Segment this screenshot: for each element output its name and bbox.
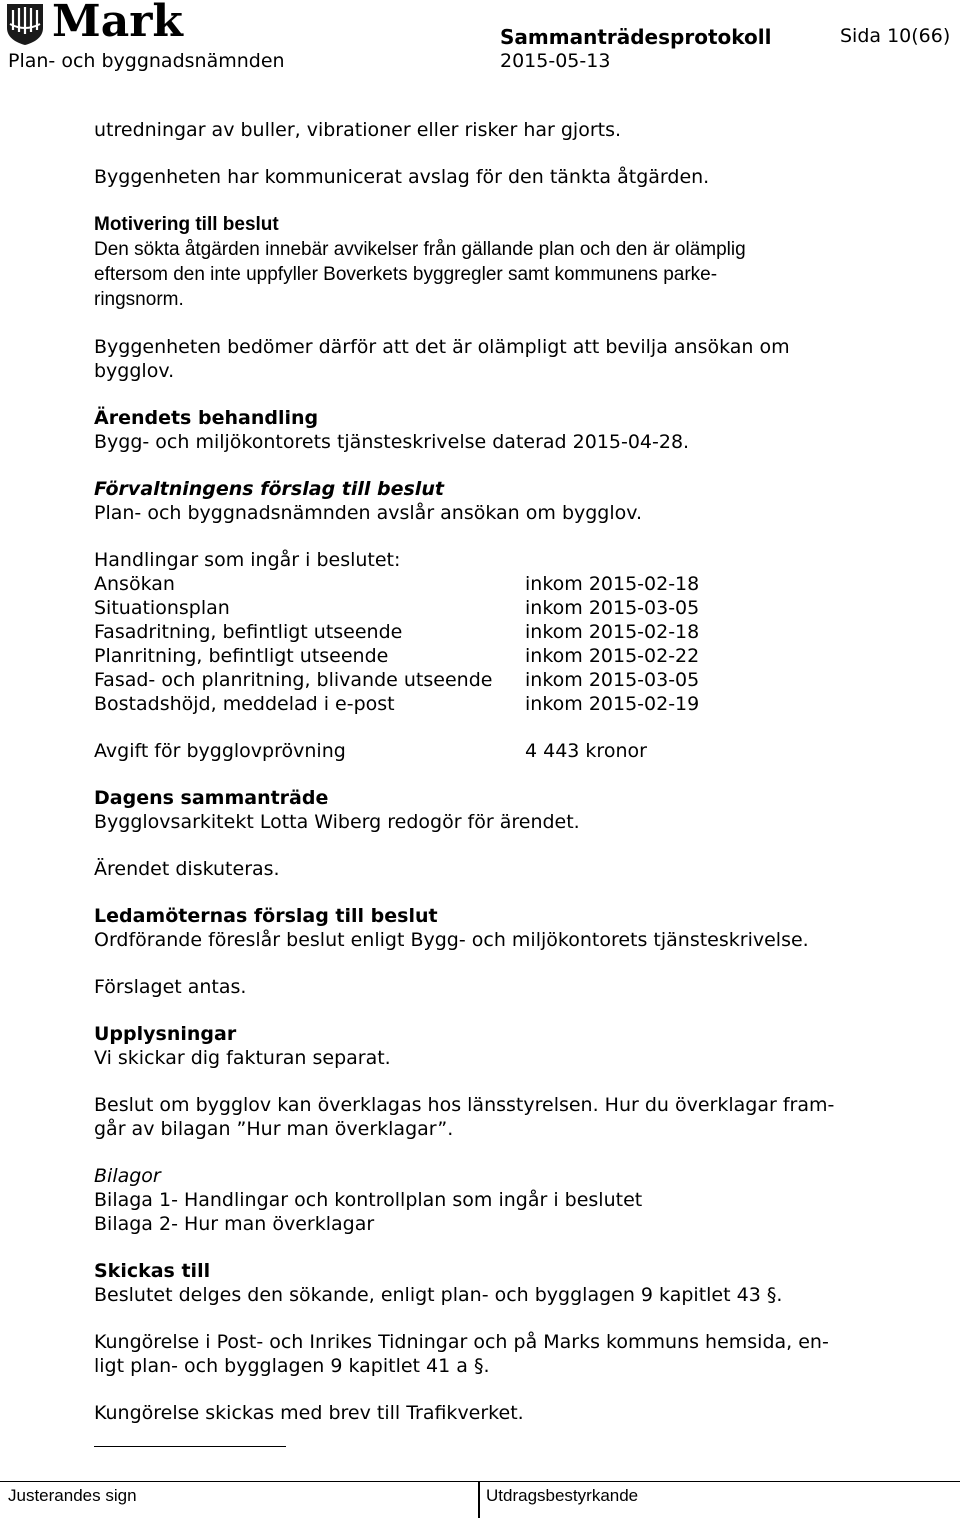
bedomning-paragraph [94,335,884,383]
document-date: inkom 2015-02-18 [525,573,700,595]
section-heading: Bilagor [94,1165,161,1187]
organization-name: Plan- och byggnadsnämnden [8,50,285,72]
municipality-crest-icon [5,2,45,46]
section-heading: Dagens sammanträde [94,787,329,809]
section-heading: Motivering till beslut [94,214,279,235]
footer-column-divider [478,1482,480,1518]
document-name: Situationsplan [94,597,230,619]
text-line: Beslut om bygglov kan överklagas hos länsstyrelsen. Hur du överklagar fram- [94,1094,835,1116]
fee-value: 4 443 kronor [525,740,647,762]
section-heading: Ledamöternas förslag till beslut [94,905,438,927]
paragraph: Förslaget antas. [94,976,247,998]
logo-text: Mark [52,0,183,47]
meeting-date: 2015-05-13 [500,50,611,72]
protocol-body [94,118,884,1448]
section-heading: Förvaltningens förslag till beslut [94,478,444,500]
text-line: Den sökta åtgärden innebär avvikelser från gällande plan och den är olämplig [94,239,746,260]
document-date: inkom 2015-02-18 [525,621,700,643]
text-line: Vi skickar dig fakturan separat. [94,1047,391,1069]
list-item [94,620,884,644]
footer-divider [0,1481,960,1482]
paragraph: Byggenheten har kommunicerat avslag för den tänkta åtgärden. [94,166,710,188]
page-number: Sida 10(66) [840,25,951,47]
section-heading: Ärendets behandling [94,407,319,429]
document-date: inkom 2015-03-05 [525,597,700,619]
document-name: Fasad- och planritning, blivande utseende [94,669,493,691]
attachment-item: Bilaga 2- Hur man överklagar [94,1213,375,1235]
list-item [94,572,884,596]
upplysningar-section [94,1022,884,1070]
section-heading: Skickas till [94,1260,211,1282]
text-line: Beslutet delges den sökande, enligt plan- och bygglagen 9 kapitlet 43 §. [94,1284,783,1306]
list-item [94,668,884,692]
list-heading: Handlingar som ingår i beslutet: [94,549,401,571]
utdragsbestyrkande-label: Utdragsbestyrkande [486,1486,639,1505]
motivering-section [94,212,884,312]
bilagor-section [94,1164,884,1236]
text-line: Kungörelse i Post- och Inrikes Tidningar och på Marks kommuns hemsida, en- [94,1331,829,1353]
section-heading: Upplysningar [94,1023,237,1045]
dagens-section [94,786,884,834]
kungorelse-paragraph [94,1330,884,1378]
document-date: inkom 2015-02-22 [525,645,700,667]
justerandes-sign-label: Justerandes sign [8,1486,137,1505]
document-name: Ansökan [94,573,175,595]
list-item [94,644,884,668]
signature-rule [94,1446,286,1447]
fee-label: Avgift för bygglovprövning [94,740,346,762]
ledamoter-section [94,904,884,952]
skickas-section [94,1259,884,1307]
text-line: Plan- och byggnadsnämnden avslår ansökan om bygglov. [94,502,643,524]
overklaga-paragraph [94,1093,884,1141]
paragraph: utredningar av buller, vibrationer eller risker har gjorts. [94,119,622,141]
document-name: Bostadshöjd, meddelad i e-post [94,693,395,715]
paragraph: Ärendet diskuteras. [94,858,280,880]
document-name: Fasadritning, befintligt utseende [94,621,403,643]
document-type: Sammanträdesprotokoll [500,25,772,49]
text-line: Bygglovsarkitekt Lotta Wiberg redogör för ärendet. [94,811,580,833]
attachment-item: Bilaga 1- Handlingar och kontrollplan som ingår i beslutet [94,1189,643,1211]
document-date: inkom 2015-03-05 [525,669,700,691]
list-item [94,692,884,716]
paragraph: Kungörelse skickas med brev till Trafikverket. [94,1402,524,1424]
document-name: Planritning, befintligt utseende [94,645,389,667]
text-line: eftersom den inte uppfyller Boverkets byggregler samt kommunens parke- [94,264,718,285]
text-line: Byggenheten bedömer därför att det är olämpligt att bevilja ansökan om [94,336,790,358]
text-line: Bygg- och miljökontorets tjänsteskrivelse daterad 2015-04-28. [94,431,690,453]
text-line: ligt plan- och bygglagen 9 kapitlet 41 a §. [94,1355,490,1377]
avgift-row [94,739,884,763]
forvaltning-section [94,477,884,525]
arendets-section [94,406,884,454]
text-line: Ordförande föreslår beslut enligt Bygg- och miljökontorets tjänsteskrivelse. [94,929,809,951]
document-date: inkom 2015-02-19 [525,693,700,715]
text-line: ringsnorm. [94,289,184,310]
list-item [94,596,884,620]
text-line: bygglov. [94,360,175,382]
text-line: går av bilagan ”Hur man överklagar”. [94,1118,454,1140]
handlingar-list [94,548,884,716]
